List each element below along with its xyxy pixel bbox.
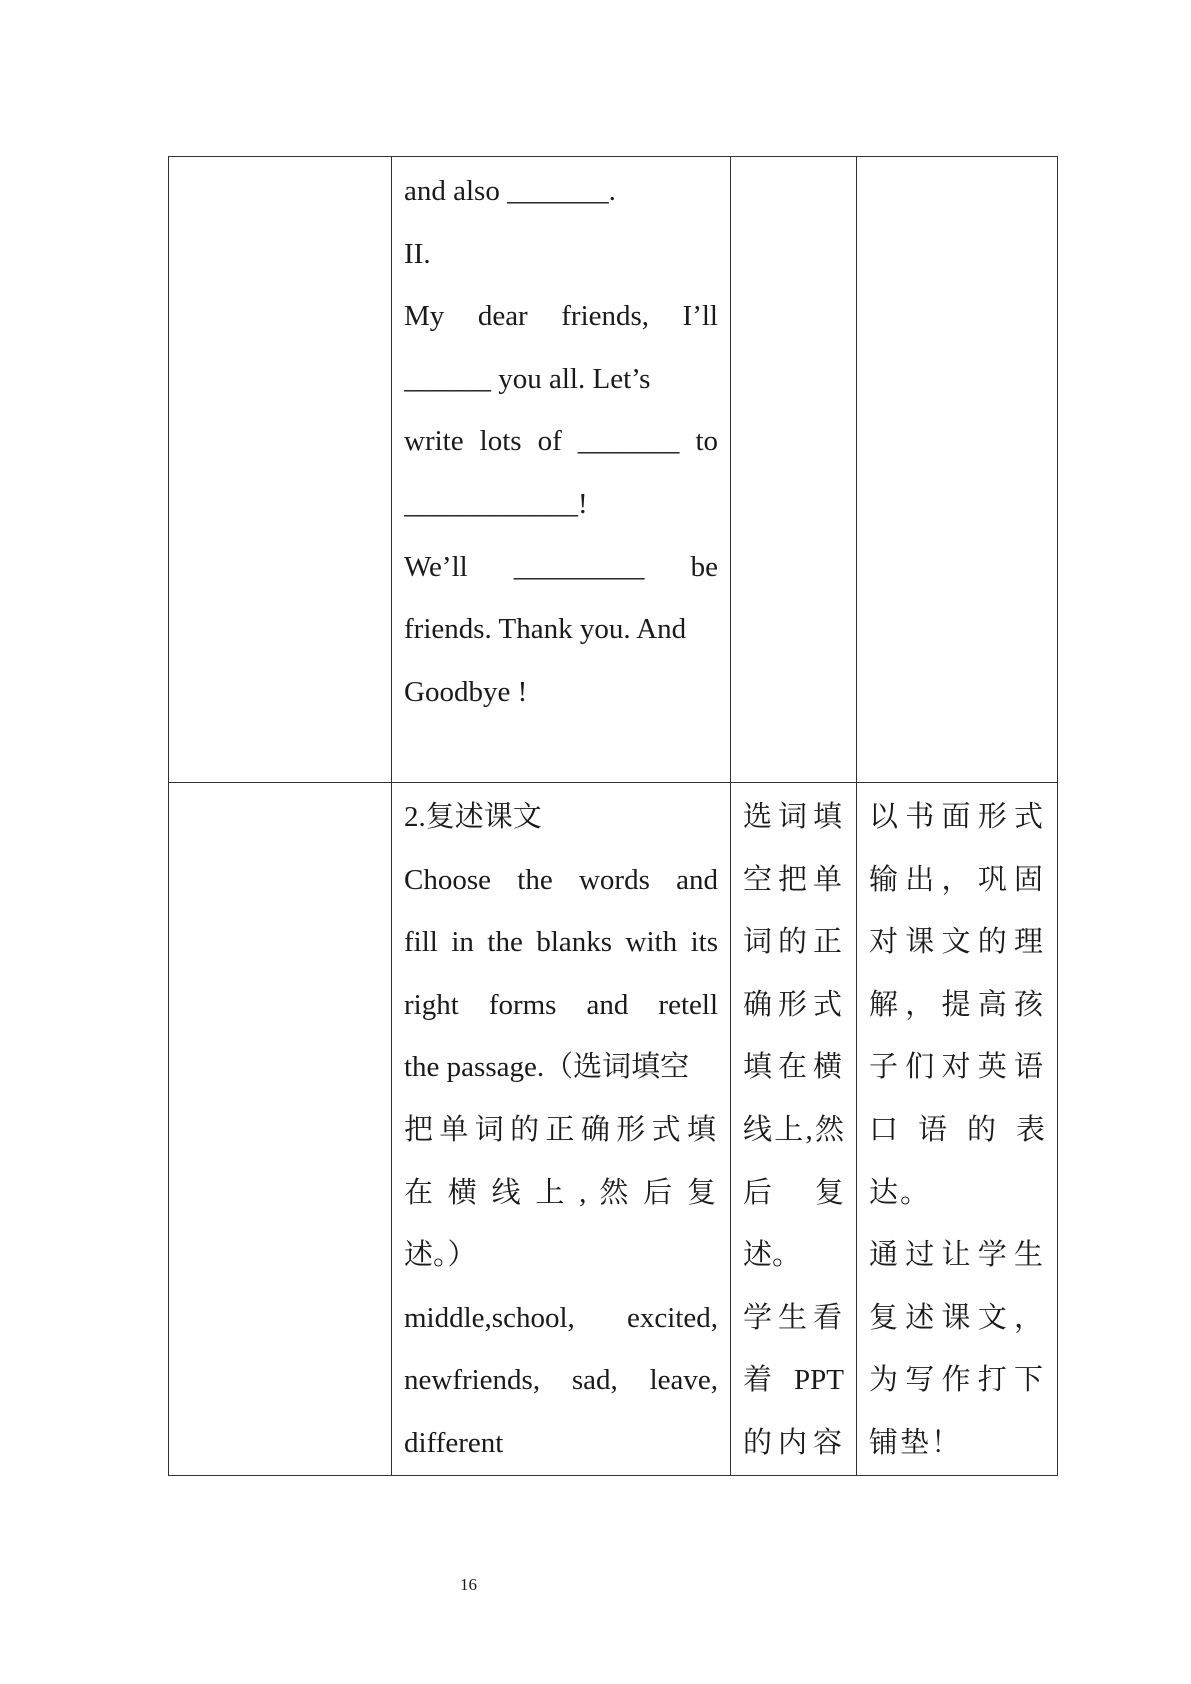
text-line: right forms and retell <box>404 988 718 1021</box>
text-line: 的内容 <box>743 1426 844 1459</box>
text-line: 学生看 <box>743 1301 844 1334</box>
text-line: 为写作打下 <box>869 1364 1045 1397</box>
text-line: 口 语 的 表 <box>869 1113 1045 1146</box>
row2-col1-cell <box>169 783 392 1476</box>
text-line: different <box>404 1426 504 1459</box>
text-line: 述。） <box>404 1239 477 1272</box>
text-line: 空把单 <box>743 863 844 896</box>
row1-col3-cell <box>731 157 857 783</box>
text-line: and also _______. <box>404 175 616 207</box>
text-line: 在 横 线 上 , 然 后 复 <box>404 1176 718 1209</box>
text-line: We’ll _________ be <box>404 550 718 583</box>
text-line: the passage.（选词填空 <box>404 1051 690 1084</box>
text-line: 通过让学生 <box>869 1239 1045 1272</box>
text-line: fill in the blanks with its <box>404 926 718 959</box>
text-line: My dear friends, I’ll <box>404 300 718 333</box>
text-line: 填在横 <box>743 1051 844 1084</box>
text-line: 输出，巩固 <box>869 863 1045 896</box>
text-line: newfriends, sad, leave, <box>404 1364 718 1397</box>
text-line: 着 PPT <box>743 1364 844 1397</box>
text-line: write lots of _______ to <box>404 425 718 458</box>
text-line: 选词填 <box>743 801 844 833</box>
text-line: friends. Thank you. And <box>404 613 687 646</box>
text-line: 铺垫！ <box>869 1426 963 1459</box>
text-line: 达。 <box>869 1176 932 1209</box>
text-line: 对课文的理 <box>869 926 1045 959</box>
lesson-plan-table <box>168 156 1058 1476</box>
text-line: 把单词的正确形式填 <box>404 1113 718 1146</box>
row1-col2-cell <box>392 157 731 783</box>
text-line: ______ you all. Let’s <box>404 362 651 395</box>
row2-col3-cell <box>731 783 857 1476</box>
text-line: 确形式 <box>743 988 844 1021</box>
text-line: ____________! <box>404 487 588 520</box>
text-line: Choose the words and <box>404 863 718 896</box>
text-line: middle,school, excited, <box>404 1301 718 1334</box>
text-line: 子们对英语 <box>869 1051 1045 1084</box>
text-line: 线上,然 <box>743 1113 844 1146</box>
text-line: 2.复述课文 <box>404 801 542 833</box>
table-row <box>169 157 1058 783</box>
text-line: Goodbye ! <box>404 675 528 708</box>
text-line: II. <box>404 237 431 270</box>
text-line: 述。 <box>743 1239 802 1272</box>
page-number: 16 <box>460 1575 477 1594</box>
row2-col4-cell <box>857 783 1058 1476</box>
table-row <box>169 783 1058 1476</box>
row1-col4-cell <box>857 157 1058 783</box>
text-line: 词的正 <box>743 926 844 959</box>
text-line: 以书面形式 <box>869 801 1045 833</box>
text-line: 复述课文， <box>869 1301 1045 1334</box>
text-line: 解，提高孩 <box>869 988 1045 1021</box>
row2-col2-cell <box>392 783 731 1476</box>
text-line: 后 复 <box>743 1176 844 1209</box>
row1-col1-cell <box>169 157 392 783</box>
